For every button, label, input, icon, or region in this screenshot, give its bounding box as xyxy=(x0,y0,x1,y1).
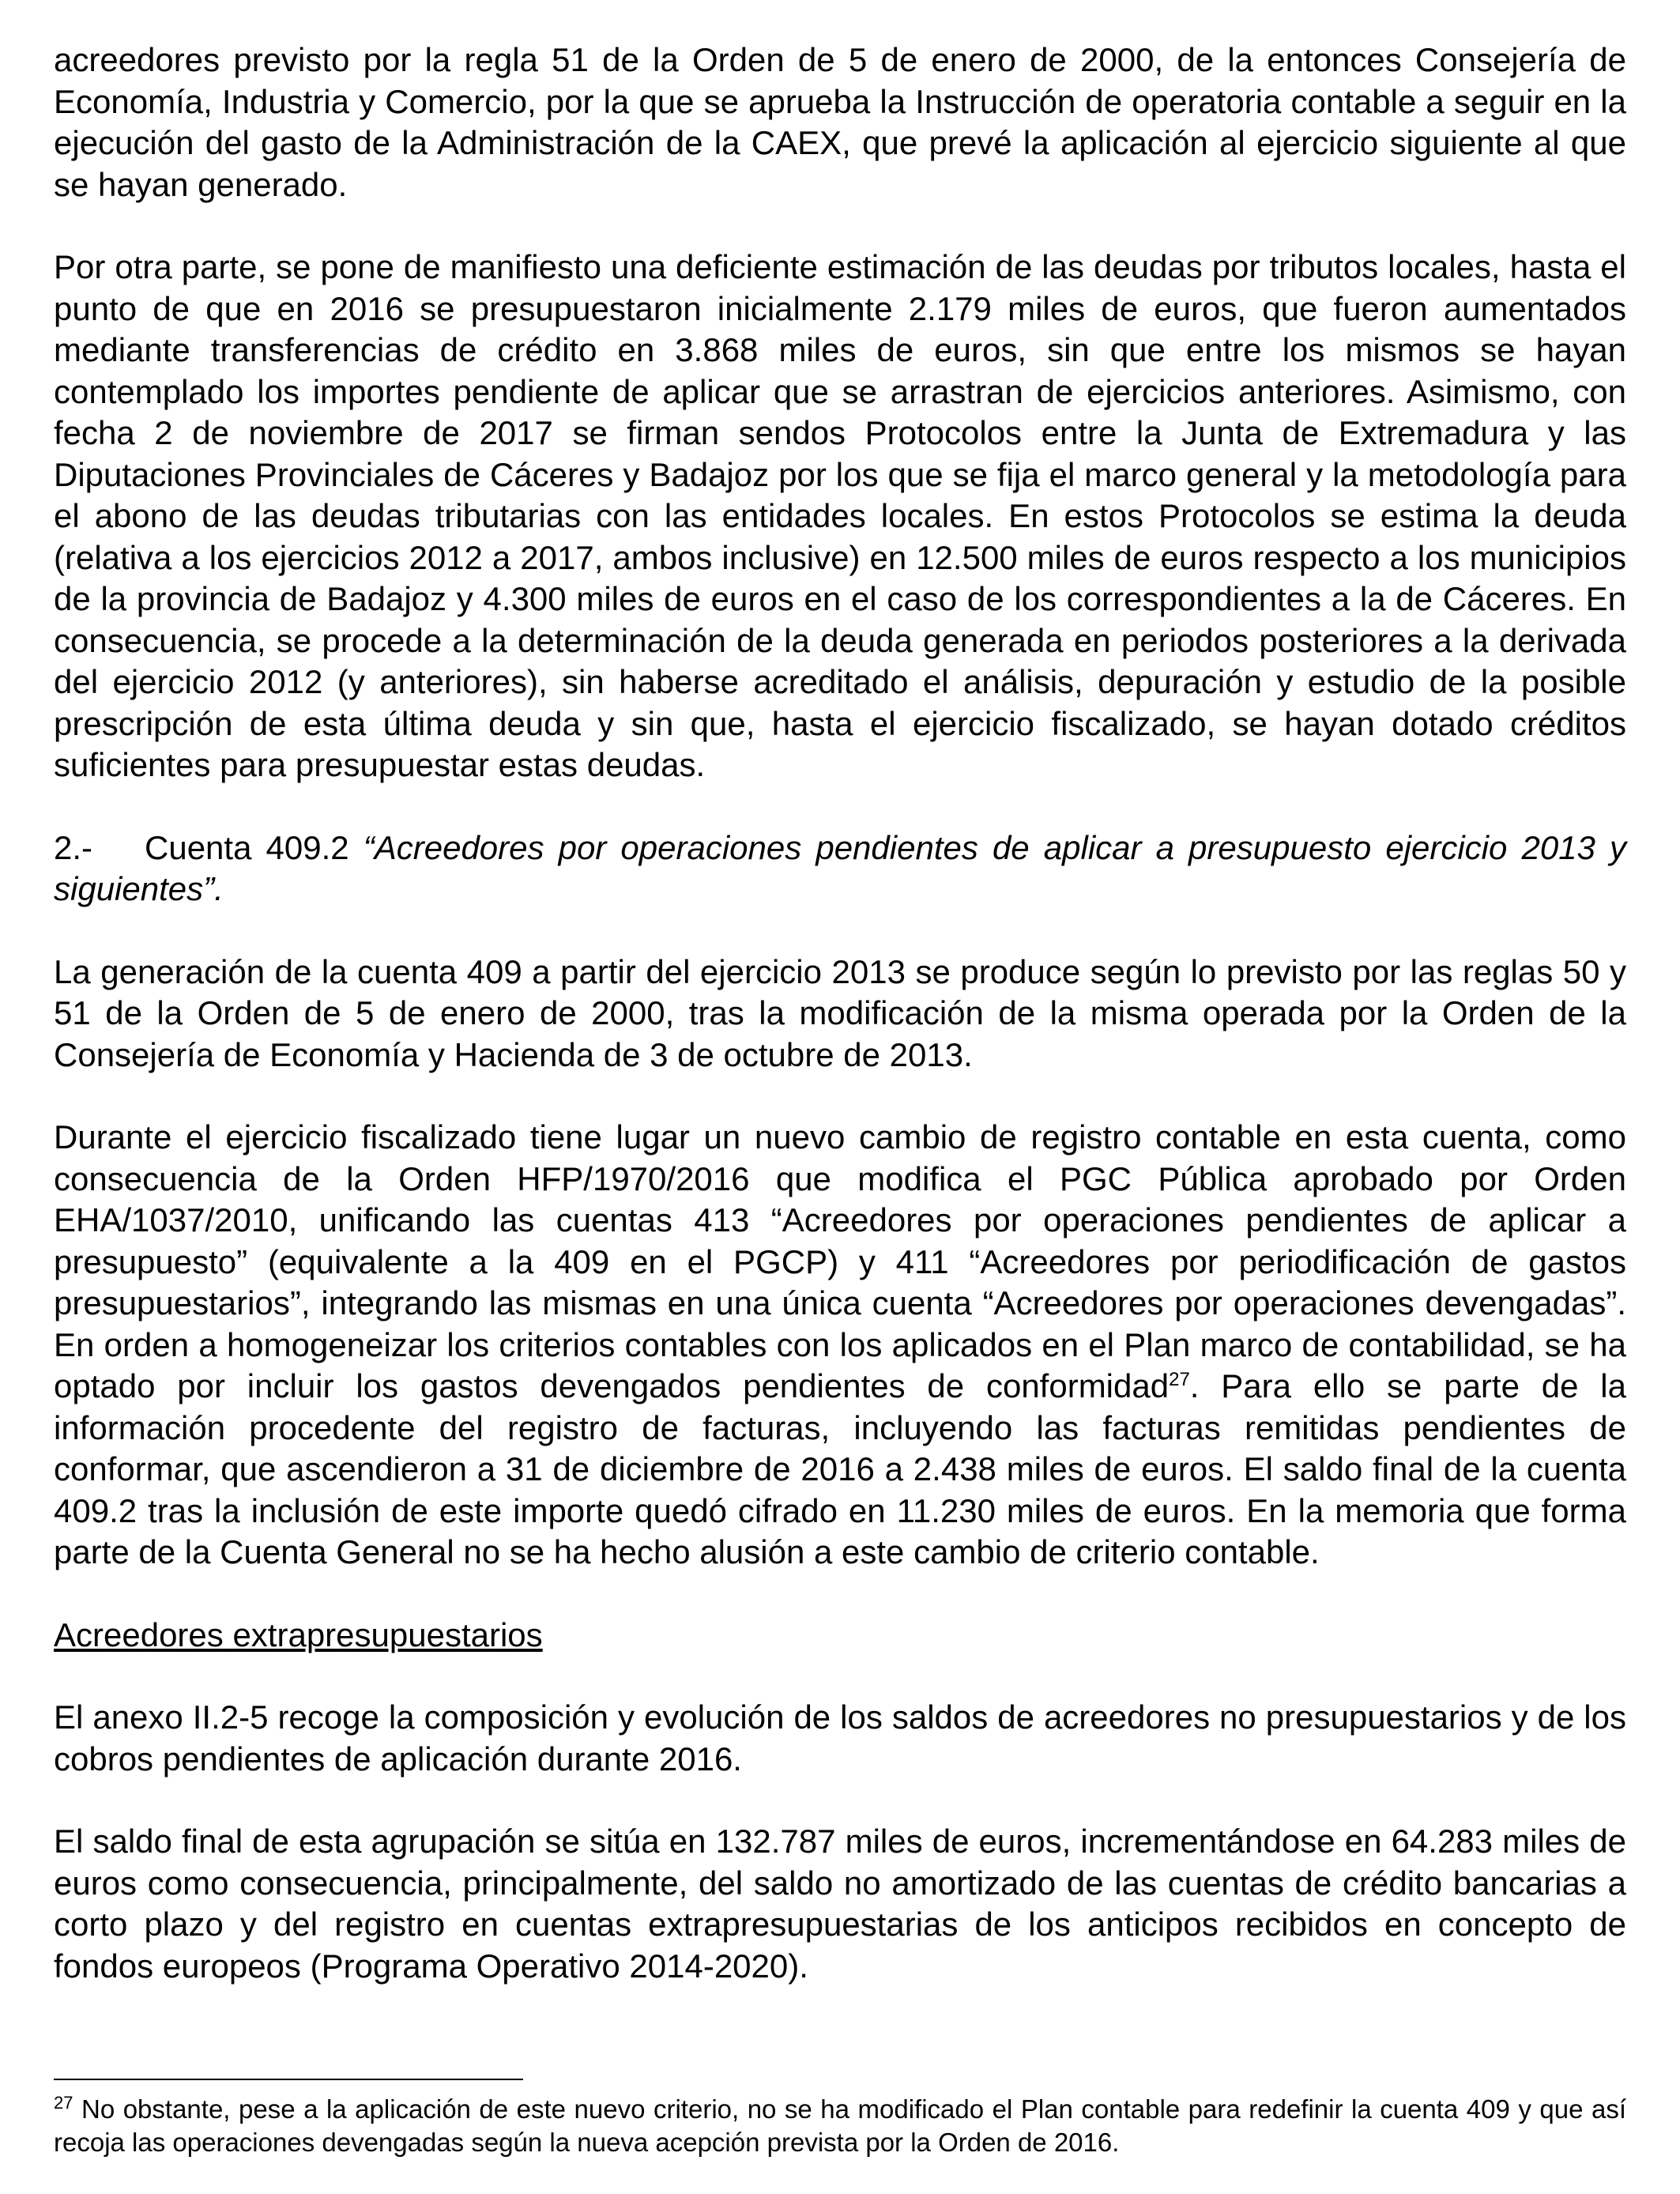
footnote-text: No obstante, pese a la aplicación de este nuevo criterio, no se ha modificado el Plan contable para redefinir la cuenta 409 y que así recoja las operaciones devengadas según la nueva acepción prevista por la Orden de 2016. xyxy=(54,2094,1626,2157)
paragraph-generacion-cuenta-409: La generación de la cuenta 409 a partir del ejercicio 2013 se produce según lo previsto por las reglas 50 y 51 de la Orden de 5 de enero de 2000, tras la modificación de la misma operada por la Orden de la Consejería de Economía y Hacienda de 3 de octubre de 2013. xyxy=(54,952,1626,1073)
footnote-separator xyxy=(54,2079,523,2080)
paragraph-cambio-registro-contable xyxy=(54,1117,1626,1574)
paragraph-text-part1: Durante el ejercicio fiscalizado tiene lugar un nuevo cambio de registro contable en esta cuenta, como consecuencia de la Orden HFP/1970/2016 que modifica el PGC Pública aprobado por Orden EHA/1037/2010, unificando las cuentas 413 “Acreedores por operaciones pendientes de aplicar a presupuesto” (equivalente a la 409 en el PGCP) y 411 “Acreedores por periodificación de gastos presupuestarios”, integrando las mismas en una única cuenta “Acreedores por operaciones devengadas”. En orden a homogeneizar los criterios contables con los aplicados en el Plan marco de contabilidad, se ha optado por incluir los gastos devengados pendientes de conformidad xyxy=(54,1118,1626,1404)
footnote-number: 27 xyxy=(54,2093,73,2113)
section-number: 2.- xyxy=(54,828,93,866)
section-heading-cuenta-409-2 xyxy=(54,827,1626,910)
paragraph-saldo-final-agrupacion: El saldo final de esta agrupación se sitúa en 132.787 miles de euros, incrementándose en 64.283 miles de euros como consecuencia, principalmente, del saldo no amortizado de las cuentas de crédito bancarias a corto plazo y del registro en cuentas extrapresupuestarias de los anticipos recibidos en concepto de fondos europeos (Programa Operativo 2014-2020). xyxy=(54,1823,1626,1985)
paragraph-acreedores-regla-51: acreedores previsto por la regla 51 de la Orden de 5 de enero de 2000, de la entonces Consejería de Economía, Industria y Comercio, por la que se aprueba la Instrucción de operatoria contable a seguir en la ejecución del gasto de la Administración de la CAEX, que prevé la aplicación al ejercicio siguiente al que se hayan generado. xyxy=(54,41,1626,203)
footnote xyxy=(54,2093,1626,2159)
section-heading-title: “Acreedores por operaciones pendientes de aplicar a presupuesto ejercicio 2013 y siguientes”. xyxy=(54,828,1627,907)
subheading-acreedores-extrapresupuestarios: Acreedores extrapresupuestarios xyxy=(54,1615,543,1653)
paragraph-text-part2: . Para ello se parte de la información procedente del registro de facturas, incluyendo las facturas remitidas pendientes de conformar, que ascendieron a 31 de diciembre de 2016 a 2.438 miles de euros. El saldo final de la cuenta 409.2 tras la inclusión de este importe quedó cifrado en 11.230 miles de euros. En la memoria que forma parte de la Cuenta General no se ha hecho alusión a este cambio de criterio contable. xyxy=(54,1367,1626,1570)
section-heading-prefix: Cuenta 409.2 xyxy=(145,828,363,866)
paragraph-tributos-locales: Por otra parte, se pone de manifiesto una deficiente estimación de las deudas por tributos locales, hasta el punto de que en 2016 se presupuestaron inicialmente 2.179 miles de euros, que fueron aumentados mediante transferencias de crédito en 3.868 miles de euros, sin que entre los mismos se hayan contemplado los importes pendiente de aplicar que se arrastran de ejercicios anteriores. Asimismo, con fecha 2 de noviembre de 2017 se firman sendos Protocolos entre la Junta de Extremadura y las Diputaciones Provinciales de Cáceres y Badajoz por los que se fija el marco general y la metodología para el abono de las deudas tributarias con las entidades locales. En estos Protocolos se estima la deuda (relativa a los ejercicios 2012 a 2017, ambos inclusive) en 12.500 miles de euros respecto a los municipios de la provincia de Badajoz y 4.300 miles de euros en el caso de los correspondientes a la de Cáceres. En consecuencia, se procede a la determinación de la deuda generada en periodos posteriores a la derivada del ejercicio 2012 (y anteriores), sin haberse acreditado el análisis, depuración y estudio de la posible prescripción de esta última deuda y sin que, hasta el ejercicio fiscalizado, se hayan dotado créditos suficientes para presupuestar estas deudas. xyxy=(54,248,1626,783)
document-body xyxy=(54,40,1626,1987)
footnote-reference[interactable]: 27 xyxy=(1169,1369,1190,1390)
paragraph-anexo-ii-2-5: El anexo II.2-5 recoge la composición y evolución de los saldos de acreedores no presupuestarios y de los cobros pendientes de aplicación durante 2016. xyxy=(54,1698,1626,1777)
